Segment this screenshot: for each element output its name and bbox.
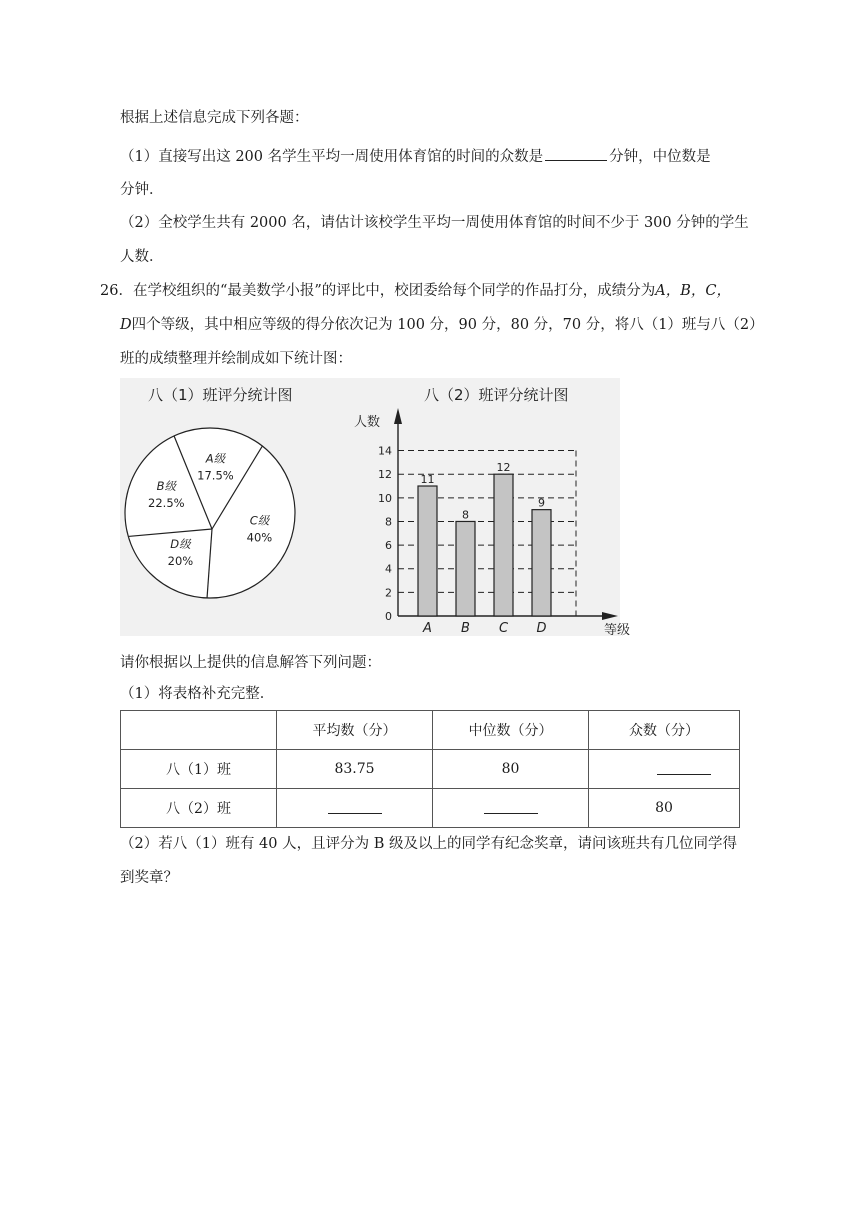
class-name: 八（1）班 xyxy=(121,750,277,789)
stats-table xyxy=(120,710,740,828)
y-tick-label: 10 xyxy=(378,491,392,505)
question-2-line1: （2）全校学生共有 2000 名，请估计该校学生平均一周使用体育馆的时间不少于 300 分钟的学生 xyxy=(120,215,749,231)
table-header-cell: 平均数（分） xyxy=(277,711,433,750)
x-tick-label: D xyxy=(536,621,547,636)
class-name: 八（2）班 xyxy=(121,789,277,828)
pie-slice-label: B级 xyxy=(156,479,177,494)
y-tick-label: 14 xyxy=(378,444,392,458)
y-axis-label: 人数 xyxy=(354,415,381,430)
problem-26-line2 xyxy=(120,315,764,335)
answer-blank[interactable] xyxy=(484,799,538,814)
y-tick-label: 6 xyxy=(385,539,392,553)
q1-text-c: 分钟． xyxy=(120,182,164,198)
bar-chart xyxy=(350,400,631,638)
bar-B xyxy=(456,521,475,616)
table-header-cell xyxy=(121,711,277,750)
answer-blank[interactable] xyxy=(657,760,711,775)
problem-text: 四个等级，其中相应等级的得分依次记为 100 分，90 分，80 分，70 分，将八（1）班与八（2） xyxy=(131,317,764,333)
mode-blank-cell[interactable] xyxy=(589,750,740,789)
y-tick-label: 0 xyxy=(385,610,392,623)
pie-slice-label: D级 xyxy=(170,536,191,551)
table-row xyxy=(121,750,740,789)
table-header-cell: 中位数（分） xyxy=(433,711,589,750)
median-value: 80 xyxy=(433,750,589,789)
sub-question-1: （1）将表格补充完整． xyxy=(120,686,275,702)
bar-A xyxy=(418,486,437,616)
answer-blank[interactable] xyxy=(545,145,607,161)
mode-value: 80 xyxy=(589,789,740,828)
problem-26-line3: 班的成绩整理并绘制成如下统计图： xyxy=(120,351,352,367)
y-tick-label: 2 xyxy=(385,586,392,600)
ask-text: 请你根据以上提供的信息解答下列问题： xyxy=(120,655,381,671)
pie-slice-label: A级 xyxy=(205,451,226,466)
x-tick-label: A xyxy=(423,621,432,636)
mean-blank-cell[interactable] xyxy=(277,789,433,828)
question-2-line2: 人数． xyxy=(120,249,164,265)
problem-number: 26． xyxy=(100,283,133,299)
answer-blank[interactable] xyxy=(328,799,382,814)
q1-text-a: （1）直接写出这 200 名学生平均一周使用体育馆的时间的众数是 xyxy=(120,149,544,165)
table-header-cell: 众数（分） xyxy=(589,711,740,750)
bar-value-label: 11 xyxy=(420,473,435,487)
pie-chart xyxy=(120,410,320,610)
question-1 xyxy=(120,145,711,167)
sub-question-2-line1: （2）若八（1）班有 40 人，且评分为 B 级及以上的同学有纪念奖章，请问该班共有几位同学得 xyxy=(120,836,737,852)
x-tick-label: C xyxy=(498,621,509,636)
grade-letters: A，B，C， xyxy=(655,283,732,299)
y-tick-label: 4 xyxy=(385,562,392,576)
x-tick-label: B xyxy=(461,621,470,636)
x-axis-arrow xyxy=(602,612,618,620)
y-tick-label: 8 xyxy=(385,515,392,529)
bar-C xyxy=(494,474,513,616)
problem-26-line1 xyxy=(100,281,731,301)
bar-value-label: 8 xyxy=(462,508,469,522)
pie-slice-value: 22.5% xyxy=(148,496,185,511)
y-axis-arrow xyxy=(394,408,402,424)
x-axis-label: 等级 xyxy=(604,623,631,638)
sub-question-2-line2: 到奖章？ xyxy=(120,870,178,886)
pie-slice-value: 40% xyxy=(246,530,273,545)
bar-D xyxy=(532,510,551,616)
pie-slice-label: C级 xyxy=(249,513,270,528)
q1-text-b: 分钟，中位数是 xyxy=(609,149,711,165)
pie-chart-title: 八（1）班评分统计图 xyxy=(148,386,293,404)
grade-letter-d: D xyxy=(120,317,132,333)
y-tick-label: 12 xyxy=(378,468,392,482)
bar-value-label: 12 xyxy=(496,461,511,475)
problem-text: 在学校组织的“最美数学小报”的评比中，校团委给每个同学的作品打分，成绩分为 xyxy=(132,283,656,299)
bar-chart-title: 八（2）班评分统计图 xyxy=(424,386,569,404)
table-header-row xyxy=(121,711,740,750)
table-row xyxy=(121,789,740,828)
median-blank-cell[interactable] xyxy=(433,789,589,828)
intro-text: 根据上述信息完成下列各题： xyxy=(120,110,309,126)
pie-slice-value: 20% xyxy=(167,553,194,568)
pie-slice-value: 17.5% xyxy=(197,468,234,483)
bar-value-label: 9 xyxy=(538,496,545,510)
mean-value: 83.75 xyxy=(277,750,433,789)
